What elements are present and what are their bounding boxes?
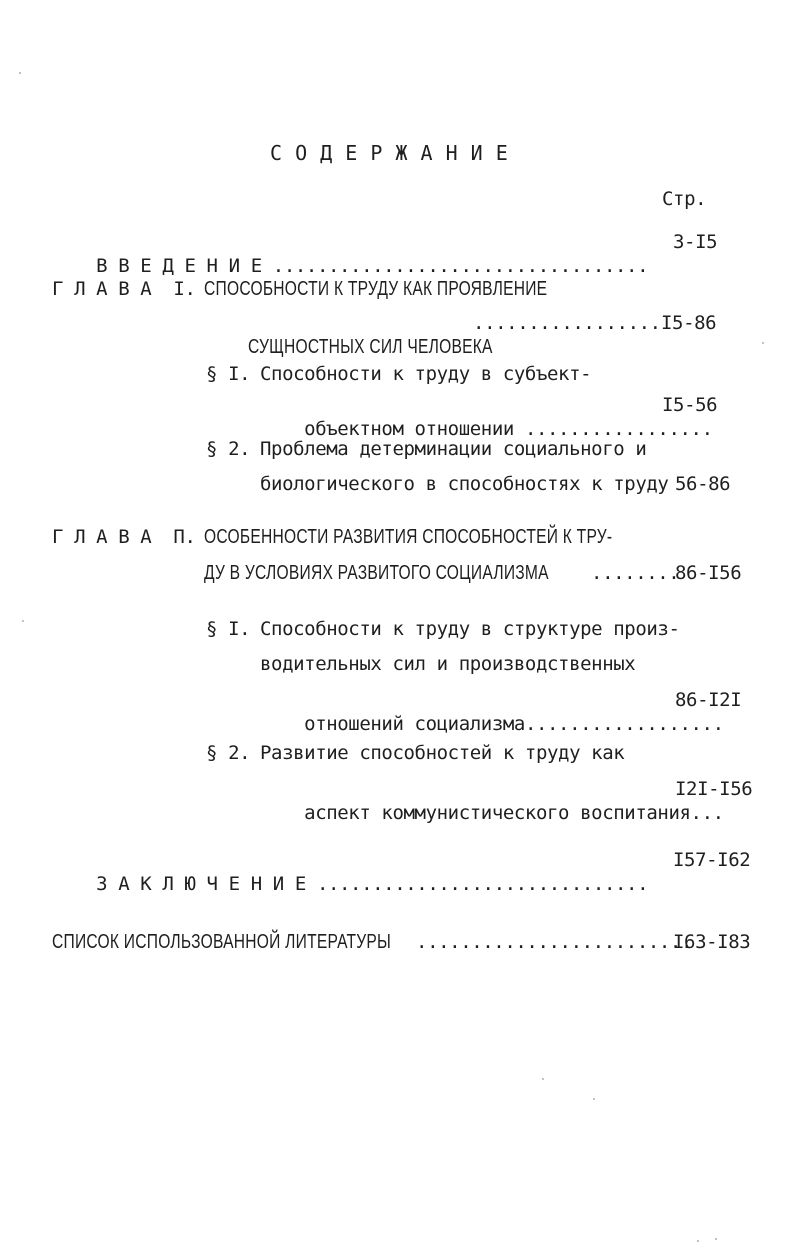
leader-dots: ... bbox=[690, 802, 724, 824]
leader-dots: ................. bbox=[513, 418, 713, 440]
chapter1-section1-line1[interactable]: Способности к труду в субъект- bbox=[260, 363, 592, 385]
chapter2-section2-line1[interactable]: Развитие способностей к труду как bbox=[260, 742, 625, 764]
section-marker: § I. bbox=[206, 363, 251, 385]
section-marker: § 2. bbox=[206, 742, 251, 764]
chapter2-section2-pages: I2I-I56 bbox=[675, 778, 753, 800]
leader-dots: .................. bbox=[524, 713, 724, 735]
scan-speck bbox=[593, 1098, 595, 1100]
chapter2-section1-pages: 86-I2I bbox=[675, 689, 742, 711]
chapter2-section2-line2: аспект коммунистического воспитания bbox=[304, 802, 691, 824]
bibliography-pages: I63-I83 bbox=[673, 931, 751, 953]
conclusion-label: З А К Л Ю Ч Е Н И Е bbox=[96, 873, 306, 895]
chapter2-label: Г Л А В А П. bbox=[52, 526, 196, 548]
chapter2-title-line2[interactable]: ДУ В УСЛОВИЯХ РАЗВИТОГО СОЦИАЛИЗМА bbox=[204, 562, 549, 584]
chapter1-section1-pages: I5-56 bbox=[662, 394, 718, 416]
conclusion-pages: I57-I62 bbox=[673, 849, 751, 871]
scan-speck bbox=[697, 1240, 699, 1242]
chapter2-pages: 86-I56 bbox=[675, 562, 742, 584]
chapter1-section2-line1[interactable]: Проблема детерминации социального и bbox=[260, 438, 647, 460]
scan-speck bbox=[542, 1078, 544, 1080]
chapter1-label: Г Л А В А I. bbox=[52, 278, 196, 300]
chapter1-section1-line2: объектном отношении bbox=[304, 418, 514, 440]
chapter1-section2-line2[interactable]: биологического в способностях к труду bbox=[260, 473, 669, 495]
leader-dots: .............................. bbox=[305, 873, 649, 895]
chapter2-section2-line2-row[interactable] bbox=[260, 777, 724, 849]
scan-speck bbox=[715, 1238, 717, 1240]
bibliography-label[interactable]: СПИСОК ИСПОЛЬЗОВАННОЙ ЛИТЕРАТУРЫ bbox=[52, 931, 392, 953]
scan-speck bbox=[19, 72, 21, 74]
leader-dots: ......................... bbox=[405, 931, 693, 953]
section-marker: § 2. bbox=[206, 438, 251, 460]
scan-speck bbox=[22, 620, 24, 622]
intro-pages: 3-I5 bbox=[673, 231, 718, 253]
scan-speck bbox=[762, 342, 764, 344]
leader-dots: ........ bbox=[580, 562, 680, 584]
chapter2-title-line1[interactable]: ОСОБЕННОСТИ РАЗВИТИЯ СПОСОБНОСТЕЙ К ТРУ- bbox=[204, 526, 613, 548]
chapter1-section2-pages: 56-86 bbox=[675, 473, 731, 495]
leader-dots: .................................. bbox=[261, 255, 649, 277]
leader-dots: ................. bbox=[462, 312, 661, 334]
chapter2-section1-line2[interactable]: водительных сил и производственных bbox=[260, 653, 636, 675]
chapter1-pages: I5-86 bbox=[661, 312, 717, 334]
chapter1-title-line1[interactable]: СПОСОБНОСТИ К ТРУДУ КАК ПРОЯВЛЕНИЕ bbox=[204, 278, 548, 300]
chapter2-section1-line1[interactable]: Способности к труду в структуре произ- bbox=[260, 618, 680, 640]
intro-label: В В Е Д Е Н И Е bbox=[96, 255, 262, 277]
page-column-label: Стр. bbox=[662, 188, 707, 210]
page-title: С О Д Е Р Ж А Н И Е bbox=[270, 141, 509, 165]
chapter2-section1-line3: отношений социализма bbox=[304, 713, 525, 735]
chapter1-title-line2: СУЩНОСТНЫХ СИЛ ЧЕЛОВЕКА bbox=[248, 336, 493, 358]
toc-entry-conclusion[interactable] bbox=[52, 848, 648, 920]
section-marker: § I. bbox=[206, 618, 251, 640]
